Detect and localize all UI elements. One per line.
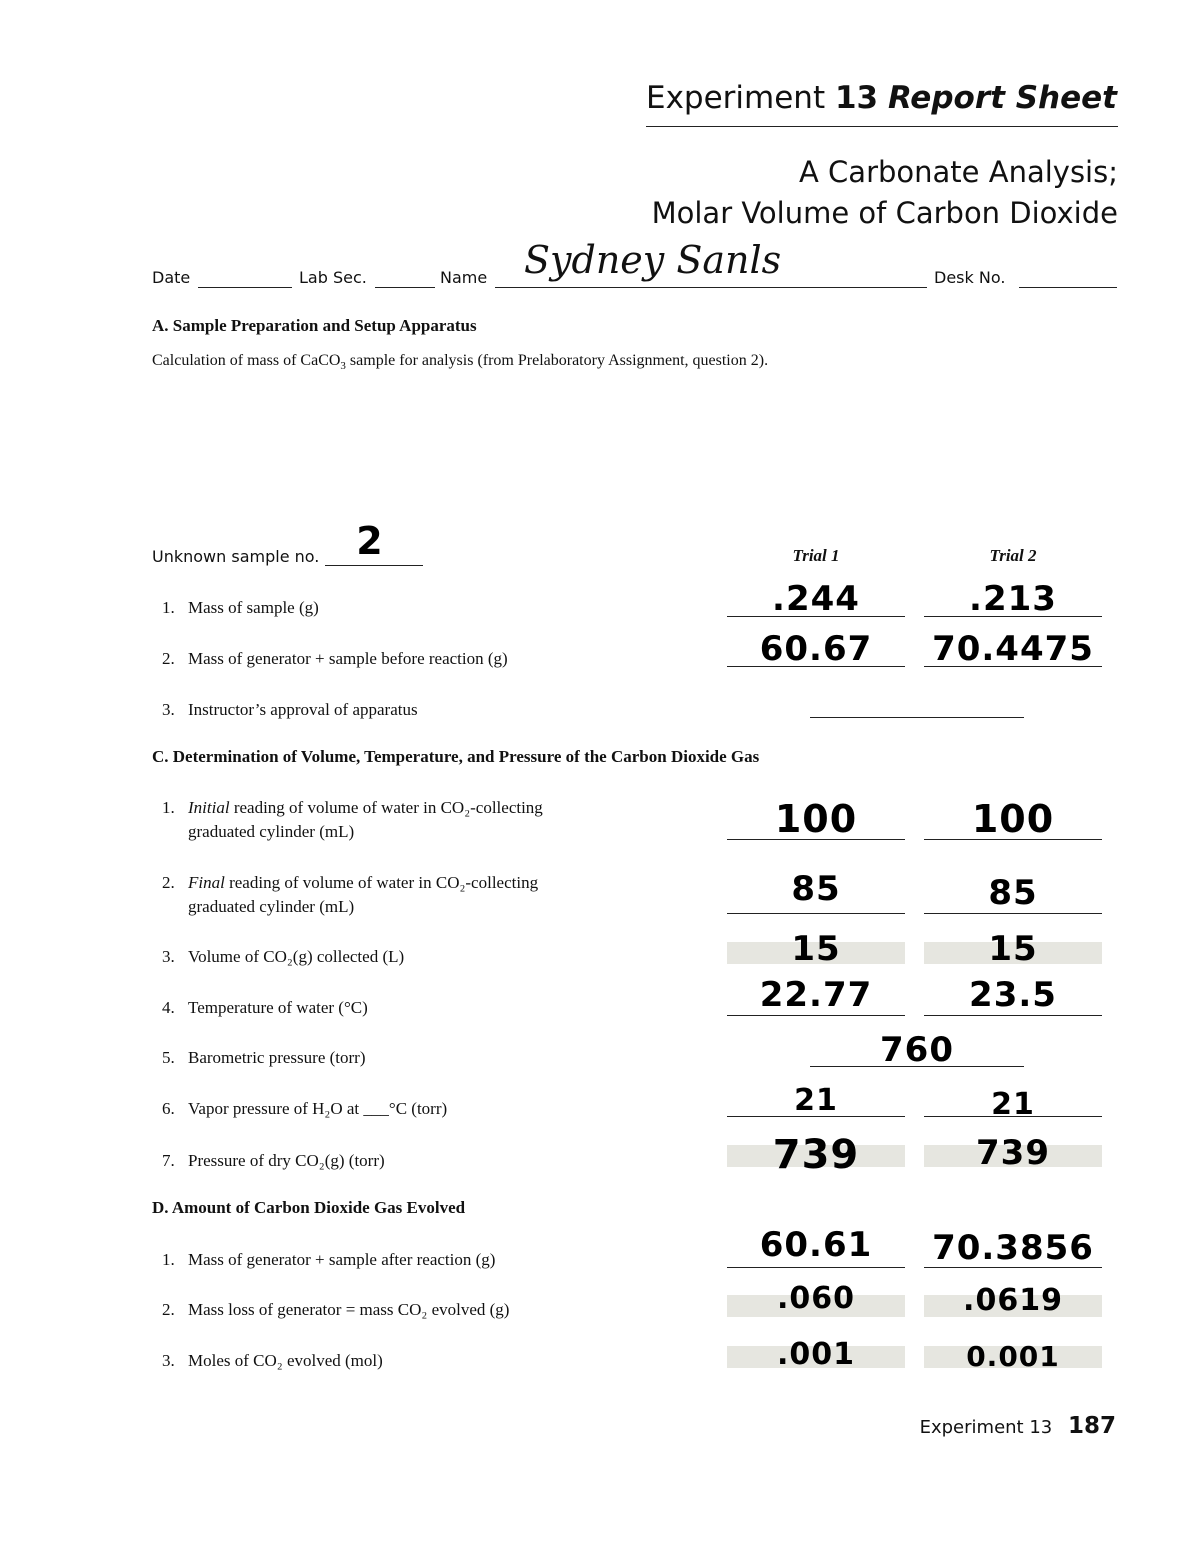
lab-sec-field[interactable] [375, 287, 435, 288]
c2-label-line2: graduated cylinder (mL) [188, 897, 355, 916]
c7-trial2-value: 739 [976, 1133, 1050, 1173]
d3-trial1-value: .001 [776, 1337, 856, 1372]
c3-trial2-value: 15 [988, 929, 1038, 969]
calc-instruction [152, 352, 768, 372]
c6-label: 6. Vapor pressure of H₂O at ___°C (torr) [162, 1099, 448, 1118]
unknown-sample-label: Unknown sample no. [152, 547, 320, 566]
calc-sub: 3 [340, 360, 346, 373]
section-c-heading: C. Determination of Volume, Temperature, and Pressure of the Carbon Dioxide Gas [152, 747, 760, 766]
d3-label: 3. Moles of CO₂ evolved (mol) [162, 1351, 383, 1370]
section-d-heading: D. Amount of Carbon Dioxide Gas Evolved [152, 1198, 466, 1217]
date-field[interactable] [198, 287, 292, 288]
c1-label-line2: graduated cylinder (mL) [188, 822, 355, 841]
c6-trial1-value: 21 [794, 1083, 838, 1118]
footer-text: Experiment 13 [919, 1417, 1053, 1438]
lab-sec-label: Lab Sec. [299, 268, 367, 287]
experiment-number: 13 [834, 80, 879, 116]
c4-trial2-line[interactable] [924, 1015, 1102, 1016]
name-signature: Sydney Sanls [524, 238, 782, 282]
d2-label: 2. Mass loss of generator = mass CO₂ evolved (g) [162, 1300, 510, 1319]
trial-1-header: Trial 1 [792, 546, 840, 565]
c1-trial2-value: 100 [971, 797, 1055, 841]
c6-trial2-value: 21 [991, 1087, 1035, 1122]
trial-2-header: Trial 2 [989, 546, 1037, 565]
c5-barometric-value: 760 [880, 1030, 954, 1070]
date-label: Date [152, 268, 191, 287]
d1-trial1-value: 60.61 [759, 1225, 873, 1265]
d1-trial2-value: 70.3856 [932, 1228, 1094, 1268]
d1-label: 1. Mass of generator + sample after reaction (g) [162, 1250, 496, 1269]
unknown-sample-field[interactable] [325, 565, 423, 566]
unknown-sample-value: 2 [356, 519, 384, 563]
c7-label: 7. Pressure of dry CO₂(g) (torr) [162, 1151, 385, 1170]
calc-text: Calculation of mass of CaCO [152, 352, 341, 369]
c5-label: 5. Barometric pressure (torr) [162, 1048, 366, 1067]
a1-label: 1. Mass of sample (g) [162, 598, 319, 617]
c2-label: 2. Final reading of volume of water in CO₂-collecting [162, 873, 539, 892]
desk-no-field[interactable] [1019, 287, 1117, 288]
footer [920, 1413, 1116, 1439]
header-rule [646, 126, 1118, 127]
calc-rest: sample for analysis (from Prelaboratory Assignment, question 2). [345, 352, 769, 369]
c3-trial1-value: 15 [791, 929, 841, 969]
c2-trial1-value: 85 [791, 869, 841, 909]
c1-label: 1. Initial reading of volume of water in CO₂-collecting [162, 798, 543, 817]
d2-trial1-value: .060 [776, 1281, 856, 1316]
d2-trial2-value: .0619 [963, 1283, 1063, 1318]
c7-trial1-value: 739 [772, 1132, 860, 1178]
instructor-approval-line[interactable] [810, 717, 1024, 718]
a1-trial2-value: .213 [969, 579, 1057, 619]
c4-trial1-line[interactable] [727, 1015, 905, 1016]
d1-trial1-line[interactable] [727, 1267, 905, 1268]
c4-trial2-value: 23.5 [969, 975, 1057, 1015]
experiment-word: Experiment [646, 80, 826, 116]
a1-trial1-value: .244 [772, 579, 860, 619]
c4-label: 4. Temperature of water (°C) [162, 998, 368, 1017]
c4-trial1-value: 22.77 [759, 975, 873, 1015]
c2-trial2-value: 85 [988, 873, 1038, 913]
experiment-title [646, 80, 1117, 116]
name-field[interactable] [495, 287, 927, 288]
a2-label: 2. Mass of generator + sample before reaction (g) [162, 649, 508, 668]
page-number: 187 [1067, 1413, 1116, 1439]
a3-label: 3. Instructor’s approval of apparatus [162, 700, 418, 719]
section-a-heading: A. Sample Preparation and Setup Apparatus [152, 316, 477, 335]
d3-trial2-value: 0.001 [966, 1340, 1060, 1373]
c1-trial1-value: 100 [774, 797, 858, 841]
a2-trial1-value: 60.67 [759, 629, 873, 669]
a2-trial2-value: 70.4475 [932, 629, 1094, 669]
desk-no-label: Desk No. [934, 268, 1006, 287]
name-label: Name [440, 268, 488, 287]
title-line-1: A Carbonate Analysis; [799, 155, 1118, 189]
c3-label: 3. Volume of CO₂(g) collected (L) [162, 947, 405, 966]
title-line-2: Molar Volume of Carbon Dioxide [651, 196, 1118, 230]
report-sheet-label: Report Sheet [887, 80, 1117, 116]
c2-trial2-line[interactable] [924, 913, 1102, 914]
c2-trial1-line[interactable] [727, 913, 905, 914]
